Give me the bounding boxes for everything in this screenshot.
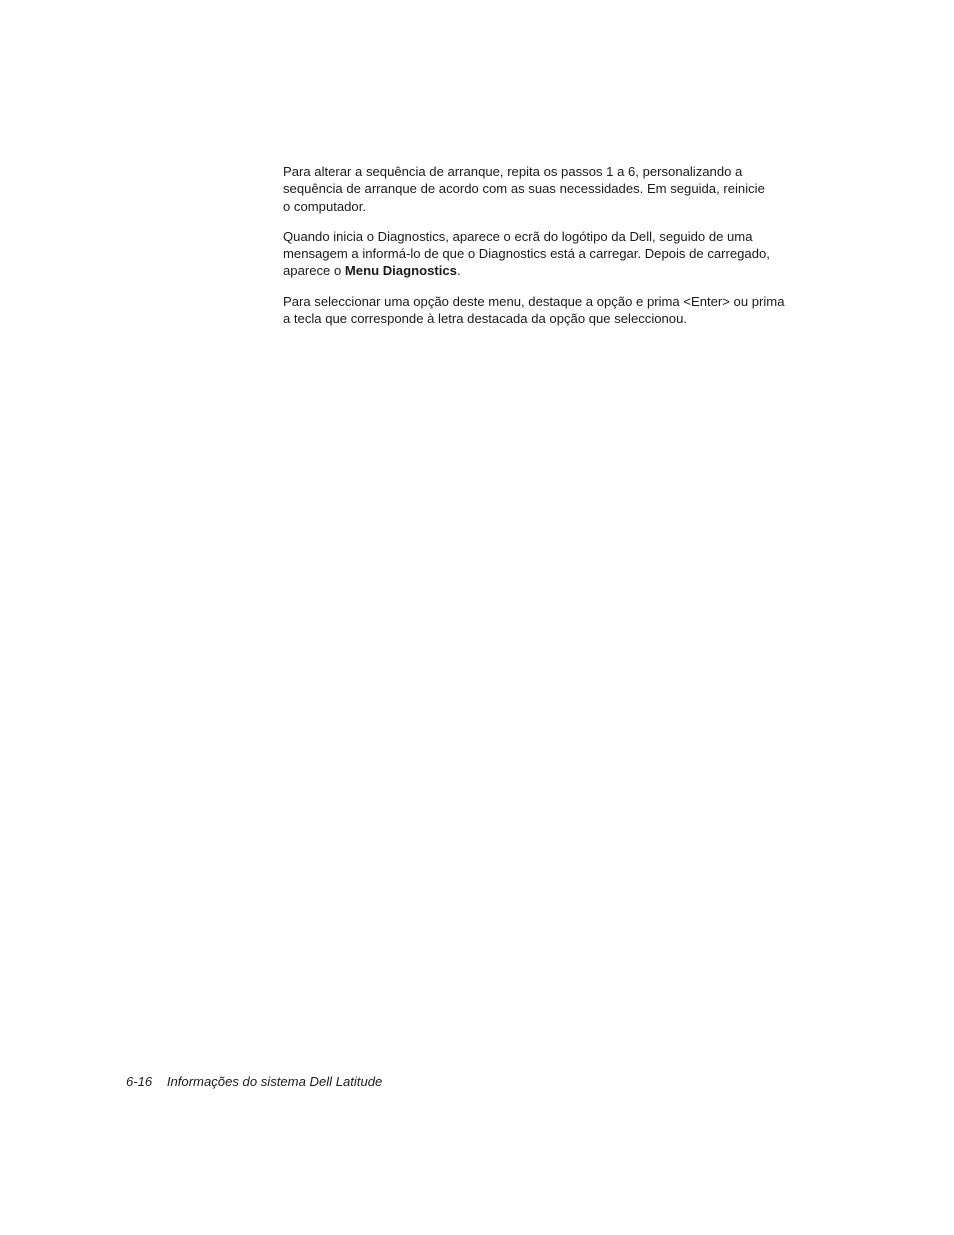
text-line: Para seleccionar uma opção deste menu, destaque a opção e prima <Enter> ou prima — [283, 293, 785, 309]
text-fragment: . — [456, 263, 461, 279]
text-line: sequência de arranque de acordo com as suas necessidades. Em seguida, reinicie — [283, 181, 765, 197]
text-line: Quando inicia o Diagnostics, aparece o ecrã do logótipo da Dell, seguido de uma — [283, 228, 753, 244]
text-line: Para alterar a sequência de arranque, repita os passos 1 a 6, personalizando a — [283, 164, 743, 179]
main-content — [283, 163, 823, 340]
page-number: 6-16 — [126, 1074, 153, 1089]
text-line: a tecla que corresponde à letra destacada da opção que seleccionou. — [283, 311, 688, 327]
paragraph-boot-sequence — [283, 163, 823, 215]
text-line — [283, 262, 823, 279]
page-footer — [126, 1073, 382, 1090]
paragraph-select-option — [283, 293, 823, 328]
menu-diagnostics-term: Menu Diagnostics — [344, 263, 457, 279]
paragraph-diagnostics-start — [283, 228, 823, 280]
text-line: mensagem a informá-lo de que o Diagnostics está a carregar. Depois de carregado, — [283, 246, 770, 262]
text-line: o computador. — [283, 198, 366, 214]
text-fragment: aparece o — [283, 263, 345, 279]
footer-title: Informações do sistema Dell Latitude — [166, 1074, 383, 1089]
